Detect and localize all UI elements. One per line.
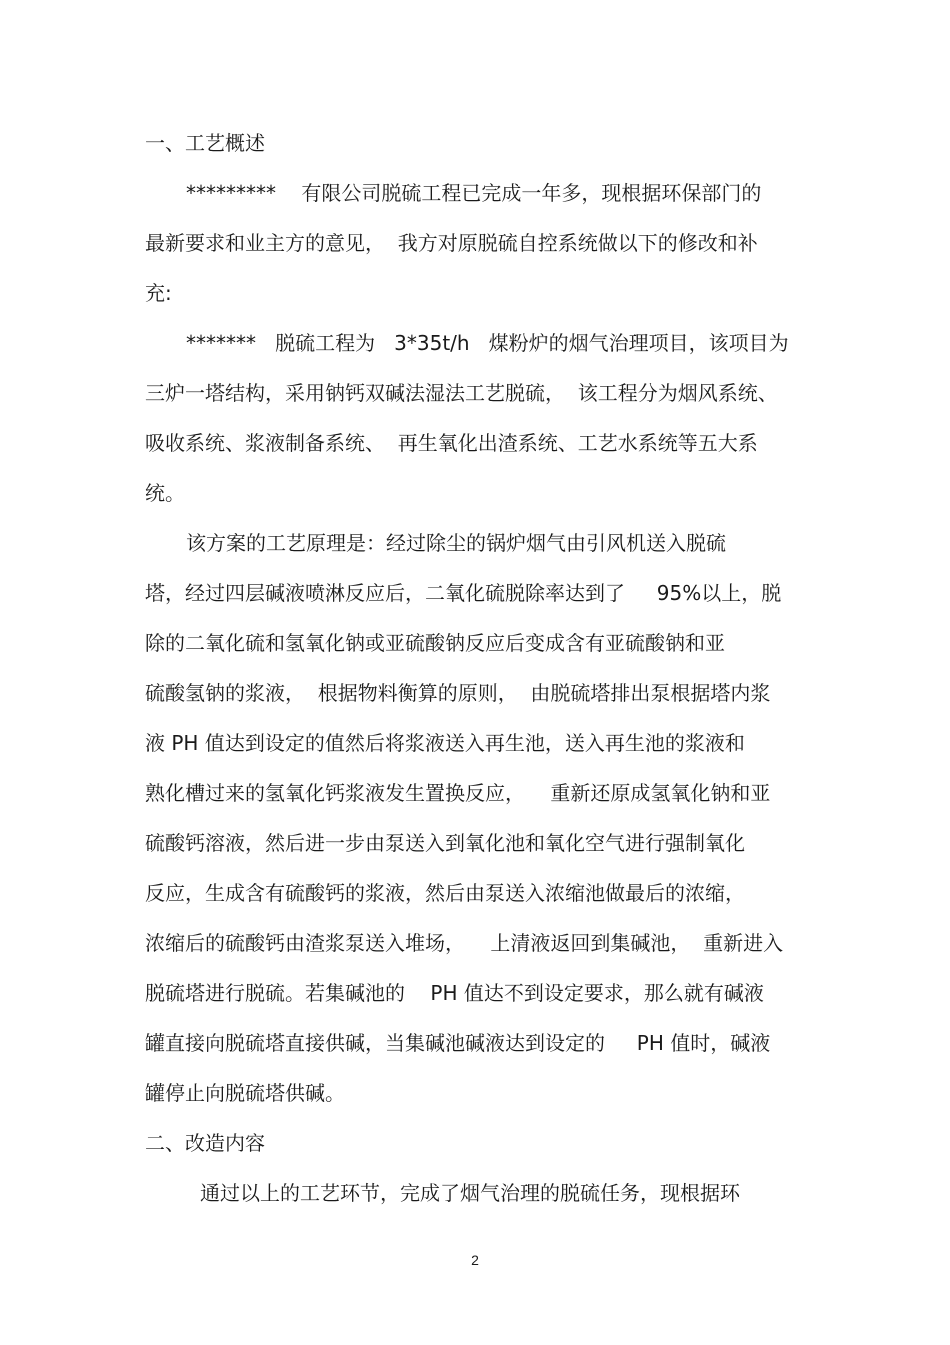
- paragraph-line: ********* 有限公司脱硫工程已完成一年多，现根据环保部门的: [186, 181, 762, 205]
- paragraph-line: 反应，生成含有硫酸钙的浆液，然后由泵送入浓缩池做最后的浓缩，: [145, 881, 745, 905]
- section-heading-modification-content: 二、改造内容: [145, 1131, 265, 1155]
- paragraph-line: 脱硫塔进行脱硫。若集碱池的 PH 值达不到设定要求，那么就有碱液: [145, 981, 764, 1005]
- paragraph-line: 吸收系统、浆液制备系统、 再生氧化出渣系统、工艺水系统等五大系: [145, 431, 758, 455]
- paragraph-line: 三炉一塔结构，采用钠钙双碱法湿法工艺脱硫， 该工程分为烟风系统、: [145, 381, 778, 405]
- paragraph-line: 通过以上的工艺环节，完成了烟气治理的脱硫任务，现根据环: [200, 1181, 740, 1205]
- paragraph-line: 充:: [145, 281, 172, 305]
- paragraph-line: 硫酸氢钠的浆液， 根据物料衡算的原则， 由脱硫塔排出泵根据塔内浆: [145, 681, 771, 705]
- paragraph-line: 熟化槽过来的氢氧化钙浆液发生置换反应， 重新还原成氢氧化钠和亚: [145, 781, 771, 805]
- paragraph-line: 统。: [145, 481, 185, 505]
- paragraph-line: 除的二氧化硫和氢氧化钠或亚硫酸钠反应后变成含有亚硫酸钠和亚: [145, 631, 725, 655]
- paragraph-line: 浓缩后的硫酸钙由渣浆泵送入堆场， 上清液返回到集碱池， 重新进入: [145, 931, 784, 955]
- paragraph-line: 液 PH 值达到设定的值然后将浆液送入再生池，送入再生池的浆液和: [145, 731, 745, 755]
- paragraph-line: 该方案的工艺原理是：经过除尘的锅炉烟气由引风机送入脱硫: [186, 531, 726, 555]
- paragraph-line: 罐停止向脱硫塔供碱。: [145, 1081, 345, 1105]
- paragraph-line: 最新要求和业主方的意见， 我方对原脱硫自控系统做以下的修改和补: [145, 231, 758, 255]
- section-heading-process-overview: 一、工艺概述: [145, 131, 265, 155]
- page-number: 2: [471, 1252, 479, 1268]
- paragraph-line: 罐直接向脱硫塔直接供碱，当集碱池碱液达到设定的 PH 值时，碱液: [145, 1031, 771, 1055]
- paragraph-line: ******* 脱硫工程为 3*35t/h 煤粉炉的烟气治理项目，该项目为: [186, 331, 789, 355]
- paragraph-line: 塔，经过四层碱液喷淋反应后，二氧化硫脱除率达到了 95%以上，脱: [145, 581, 782, 605]
- paragraph-line: 硫酸钙溶液，然后进一步由泵送入到氧化池和氧化空气进行强制氧化: [145, 831, 745, 855]
